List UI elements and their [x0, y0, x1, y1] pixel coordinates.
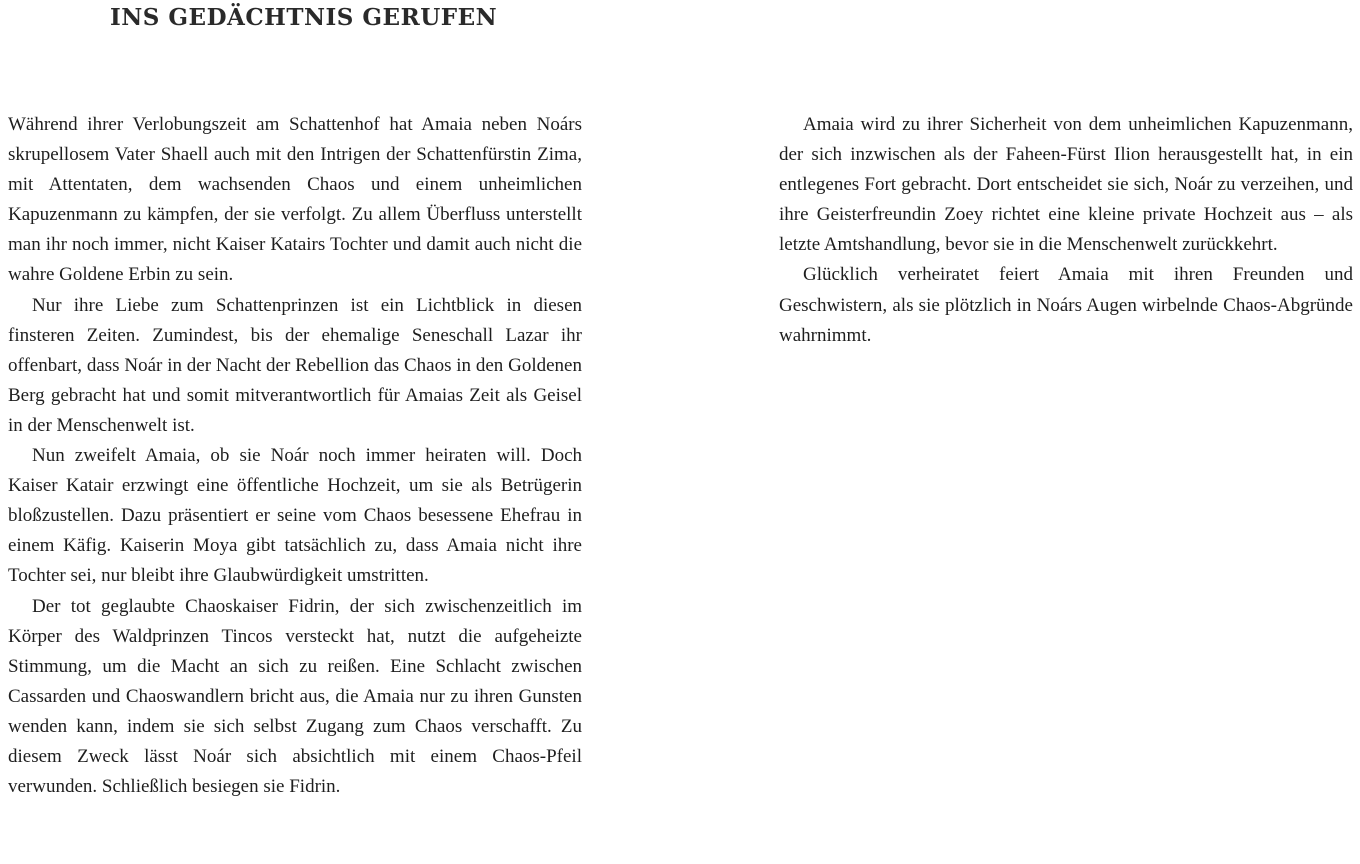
paragraph: Der tot geglaubte Chaoskaiser Fidrin, der sich zwischenzeitlich im Körper des Waldprinzen Tincos versteckt hat, nutzt die aufgeheizte Stimmung, um die Macht an sich zu reißen. Eine Schlacht zwischen Cassarden und Chaoswandlern bricht aus, die Amaia nur zu ihren Gunsten wenden kann, indem sie sich selbst Zugang zum Chaos verschafft. Zu diesem Zweck lässt Noár sich absichtlich mit einem Chaos-Pfeil verwunden. Schließlich besiegen sie Fidrin.: [8, 595, 582, 798]
right-text-column: [779, 110, 1353, 351]
paragraph: Glücklich verheiratet feiert Amaia mit ihren Freunden und Geschwistern, als sie plötzlich in Noárs Augen wirbelnde Chaos-Abgründe wahrnimmt.: [779, 264, 1353, 346]
paragraph: Nun zweifelt Amaia, ob sie Noár noch immer heiraten will. Doch Kaiser Katair erzwingt eine öffentliche Hochzeit, um sie als Betrügerin bloßzustellen. Dazu präsentiert er seine vom Chaos besessene Ehefrau in einem Käfig. Kaiserin Moya gibt tatsächlich zu, dass Amaia nicht ihre Tochter sei, nur bleibt ihre Glaubwürdigkeit umstritten.: [8, 445, 582, 587]
page-title: INS GEDÄCHTNIS GERUFEN: [110, 4, 498, 31]
paragraph: Amaia wird zu ihrer Sicherheit von dem unheimlichen Kapuzenmann, der sich inzwischen als der Faheen-Fürst Ilion herausgestellt hat, in ein entlegenes Fort gebracht. Dort entscheidet sie sich, Noár zu verzeihen, und ihre Geisterfreundin Zoey richtet eine kleine private Hochzeit aus – als letzte Amtshandlung, bevor sie in die Menschenwelt zurückkehrt.: [779, 114, 1353, 256]
paragraph: Nur ihre Liebe zum Schattenprinzen ist ein Lichtblick in diesen finsteren Zeiten. Zumindest, bis der ehemalige Seneschall Lazar ihr offenbart, dass Noár in der Nacht der Rebellion das Chaos in den Goldenen Berg gebracht hat und somit mitverantwortlich für Amaias Zeit als Geisel in der Menschenwelt ist.: [8, 294, 582, 436]
paragraph: Während ihrer Verlobungszeit am Schattenhof hat Amaia neben Noárs skrupellosem Vater Shaell auch mit den Intrigen der Schattenfürstin Zima, mit Attentaten, dem wachsenden Chaos und einem unheimlichen Kapuzenmann zu kämpfen, der sie verfolgt. Zu allem Überfluss unterstellt man ihr noch immer, nicht Kaiser Katairs Tochter und damit auch nicht die wahre Goldene Erbin zu sein.: [8, 114, 582, 286]
left-text-column: [8, 110, 582, 802]
